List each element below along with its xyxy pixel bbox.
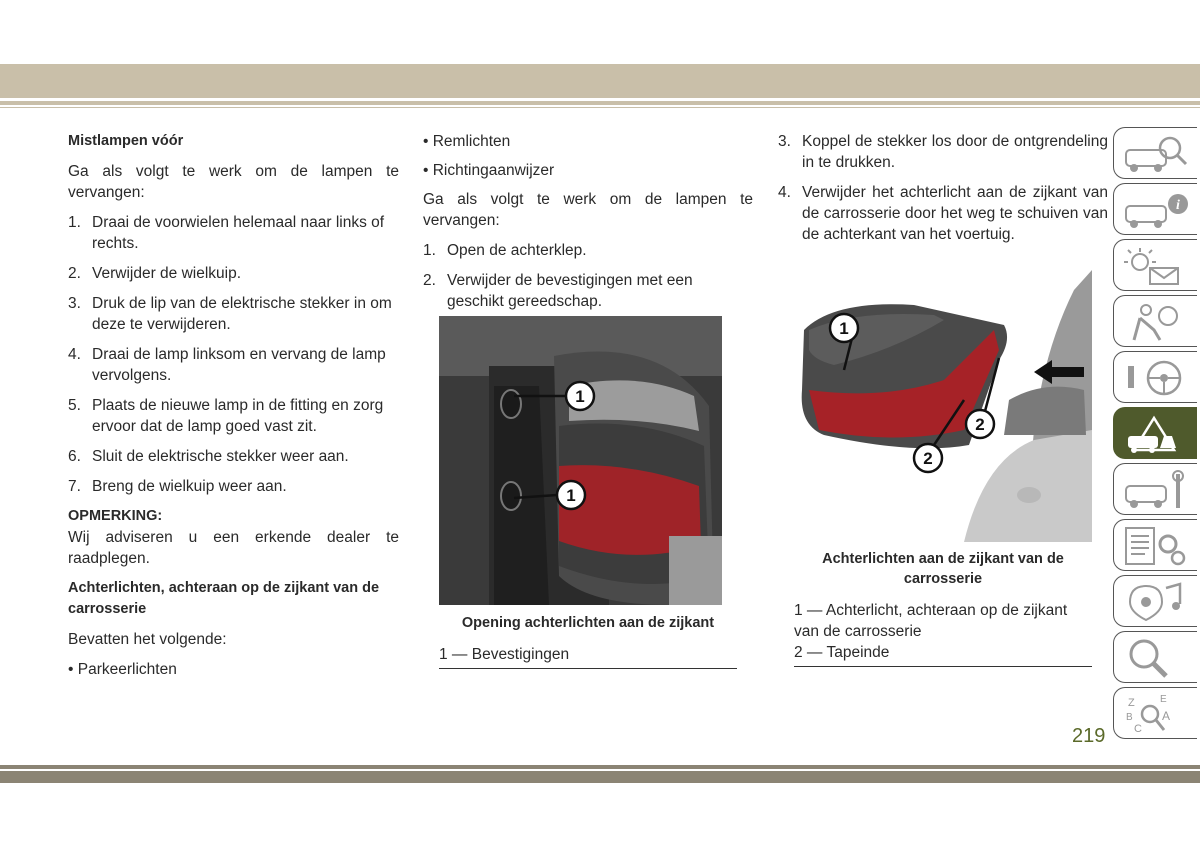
contains-text: Bevatten het volgende: bbox=[68, 631, 227, 648]
list-item: 6. Sluit de elektrische stekker weer aan. bbox=[68, 448, 349, 465]
list-item: 7. Breng de wielkuip weer aan. bbox=[68, 478, 287, 495]
right-column bbox=[778, 131, 1108, 254]
alphabet-index-icon bbox=[1120, 692, 1190, 736]
list-item: 3. Koppel de stekker los door de ontgrendeling in te drukken. bbox=[778, 133, 1108, 171]
note-text: Wij adviseren u een erkende dealer te raadplegen. bbox=[68, 529, 399, 567]
steering-wheel-icon bbox=[1120, 356, 1190, 400]
left-column bbox=[68, 131, 399, 688]
list-item: 2. Verwijder de bevestigingen met een geschikt gereedschap. bbox=[423, 272, 693, 310]
tab-steering-wheel[interactable] bbox=[1113, 351, 1197, 403]
bullet-item: • Richtingaanwijzer bbox=[423, 162, 555, 179]
warning-lights-icon bbox=[1120, 244, 1190, 288]
section-heading: Mistlampen vóór bbox=[68, 133, 184, 149]
car-service-icon bbox=[1120, 468, 1190, 512]
car-info-icon bbox=[1120, 188, 1190, 232]
list-item: 4. Draai de lamp linksom en vervang de lamp vervolgens. bbox=[68, 346, 386, 384]
tab-specifications[interactable] bbox=[1113, 519, 1197, 571]
middle-column bbox=[423, 131, 753, 321]
legend-item: 2 — Tapeinde bbox=[794, 644, 890, 661]
airbag-seat-icon bbox=[1120, 300, 1190, 344]
callout-label: 1 bbox=[566, 486, 576, 505]
multimedia-icon bbox=[1120, 580, 1190, 624]
tab-car-search[interactable] bbox=[1113, 127, 1197, 179]
figure-caption: Achterlichten aan de zijkant van de carrosserie bbox=[822, 551, 1064, 587]
tab-car-service[interactable] bbox=[1113, 463, 1197, 515]
list-item: 5. Plaats de nieuwe lamp in de fitting en zorg ervoor dat de lamp goed vast zit. bbox=[68, 397, 384, 435]
tab-airbag-seat[interactable] bbox=[1113, 295, 1197, 347]
bullet-item: • Remlichten bbox=[423, 133, 511, 150]
car-search-icon bbox=[1120, 132, 1190, 176]
callout-label: 1 bbox=[575, 387, 585, 406]
step-list bbox=[423, 240, 753, 312]
intro-text: Ga als volgt te werk om de lampen te vervangen: bbox=[423, 191, 753, 229]
svg-text:Z: Z bbox=[1128, 697, 1135, 709]
figure-legend bbox=[794, 600, 1092, 667]
legend-item: 1 — Achterlicht, achteraan op de zijkant van de carrosserie bbox=[794, 602, 1068, 640]
road-breakdown-icon bbox=[1120, 412, 1190, 456]
tab-alphabet-index[interactable] bbox=[1113, 687, 1197, 739]
figure-legend: 1 — Bevestigingen bbox=[439, 645, 737, 669]
tab-road-breakdown[interactable] bbox=[1113, 407, 1197, 459]
tab-search-index[interactable] bbox=[1113, 631, 1197, 683]
footer-band bbox=[0, 771, 1200, 783]
specifications-icon bbox=[1120, 524, 1190, 568]
header-band bbox=[0, 64, 1200, 98]
svg-text:C: C bbox=[1134, 723, 1142, 735]
callout-label: 1 bbox=[839, 319, 849, 338]
step-list bbox=[778, 131, 1108, 245]
bullet-item: • Parkeerlichten bbox=[68, 661, 177, 678]
svg-text:B: B bbox=[1126, 712, 1133, 723]
list-item: 2. Verwijder de wielkuip. bbox=[68, 265, 242, 282]
list-item: 1. Draai de voorwielen helemaal naar links of rechts. bbox=[68, 214, 385, 252]
svg-text:i: i bbox=[1176, 198, 1180, 213]
svg-text:A: A bbox=[1162, 709, 1171, 723]
callout-label: 2 bbox=[975, 415, 985, 434]
tab-car-info[interactable] bbox=[1113, 183, 1197, 235]
intro-text: Ga als volgt te werk om de lampen te vervangen: bbox=[68, 163, 399, 201]
header-rule-thin bbox=[0, 107, 1200, 108]
side-taillight-figure bbox=[794, 270, 1092, 542]
svg-text:E: E bbox=[1160, 694, 1167, 705]
note-title: OPMERKING: bbox=[68, 508, 163, 524]
taillight-opening-figure bbox=[439, 316, 722, 605]
list-item: 4. Verwijder het achterlicht aan de zijkant van de carrosserie door het weg te schuiven van de achterkant van het voertuig. bbox=[778, 184, 1108, 243]
header-rule bbox=[0, 101, 1200, 105]
callout-label: 2 bbox=[923, 449, 933, 468]
search-index-icon bbox=[1120, 636, 1190, 680]
list-item: 1. Open de achterklep. bbox=[423, 242, 587, 259]
step-list bbox=[68, 212, 399, 497]
tab-multimedia[interactable] bbox=[1113, 575, 1197, 627]
list-item: 3. Druk de lip van de elektrische stekker in om deze te verwijderen. bbox=[68, 295, 392, 333]
section-heading-2: Achterlichten, achteraan op de zijkant van de carrosserie bbox=[68, 580, 380, 617]
page-number: 219 bbox=[1072, 725, 1106, 747]
figure-caption: Opening achterlichten aan de zijkant bbox=[461, 615, 715, 631]
footer-rule bbox=[0, 765, 1200, 769]
tab-warning-lights[interactable] bbox=[1113, 239, 1197, 291]
